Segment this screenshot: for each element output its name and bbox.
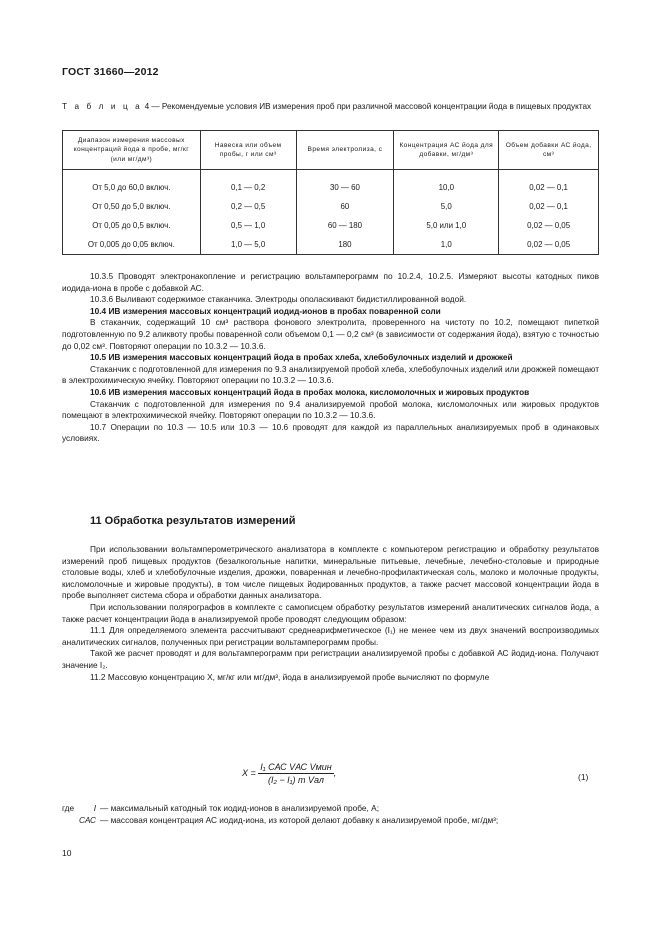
legend-description: — максимальный катодный ток иодид-ионов в анализируемой пробе, А; — [100, 803, 379, 813]
table-cell: 5,0 или 1,0 — [394, 216, 499, 235]
table-cell: 0,02 — 0,1 — [499, 197, 599, 216]
paragraph-10-5: Стаканчик с подготовленной для измерения по 9.3 анализируемой пробой хлеба, хлебобулочных изделий или дрожжей помещают в электрохимическую ячейку. Повторяют операции по 10.3.2 — 10.3.6. — [62, 363, 599, 386]
caption-text: 4 — Рекомендуемые условия ИВ измерения проб при различной массовой концентрации йода в пищевых продуктах — [142, 102, 592, 111]
formula-trail: , — [333, 767, 337, 778]
equation-number: (1) — [578, 772, 589, 782]
table-cell: 0,02 — 0,05 — [499, 235, 599, 255]
table-cell: 30 — 60 — [296, 170, 394, 198]
table-cell: От 0,005 до 0,05 включ. — [63, 235, 201, 255]
formula-lhs: X = — [242, 767, 256, 778]
table-cell: 60 — 180 — [296, 216, 394, 235]
heading-10-6: 10.6 ИВ измерения массовых концентраций йода в пробах молока, кисломолочных и жировых продуктов — [90, 386, 530, 397]
col-header-range: Диапазон измерения массовых концентраций йода в пробе, мг/кг (или мг/дм³) — [63, 131, 201, 170]
table-cell: 1,0 — [394, 235, 499, 255]
table-row — [63, 197, 599, 216]
col-header-volume: Объем добавки АС йода, см³ — [499, 131, 599, 170]
section-text — [62, 544, 599, 683]
paragraph-polarograph: При использовании полярографов в комплекте с самописцем обработку результатов измерений аналитических сигналов йода, а также расчет концентрации йода в анализируемой пробе проводят следующим образом: — [62, 601, 599, 624]
table-cell: 0,02 — 0,05 — [499, 216, 599, 235]
legend-row — [62, 815, 599, 827]
table-cell: 0,1 — 0,2 — [200, 170, 296, 198]
paragraph-10-6: Стаканчик с подготовленной для измерения по 9.4 анализируемой пробой молока, кисломолочных или жировых продуктов помещают в электрохимической ячейку. Повторяют операции по 10.3.2 — 10.3.6. — [62, 398, 599, 421]
table-row — [63, 216, 599, 235]
table-row — [63, 170, 599, 198]
paragraph-11-1: 11.1 Для определяемого элемента рассчитывают среднеарифметическое (I₁) не менее чем из двух значений воспроизводимых аналитических сигналов, полученных при регистрации вольтамперограмм пробы. — [62, 625, 599, 647]
formula-numerator: I₁ CАС VАС Vмин — [260, 762, 332, 772]
legend-prefix: где — [62, 803, 75, 813]
table-header-row — [63, 131, 599, 170]
table-cell: 10,0 — [394, 170, 499, 198]
legend-symbol: CАС — [78, 814, 96, 825]
col-header-time: Время электролиза, с — [296, 131, 394, 170]
legend-symbol: I — [93, 803, 96, 813]
caption-label: Т а б л и ц а — [62, 102, 143, 111]
table-cell: От 0,50 до 5,0 включ. — [63, 197, 201, 216]
heading-10-5: 10.5 ИВ измерения массовых концентраций йода в пробах хлеба, хлебобулочных изделий и дрожжей — [90, 352, 513, 363]
paragraph-10-3-6: 10.3.6 Выливают содержимое стаканчика. Электроды ополаскивают бидистиллированной водой. — [90, 294, 467, 305]
table-cell: 0,2 — 0,5 — [200, 197, 296, 216]
paragraph-10-4: В стаканчик, содержащий 10 см³ раствора фонового электролита, проверенного на чистоту по 10.2, помещают пипеткой подготовленную по 9.2 аликвоту пробы поваренной соли объемом 0,1 — 0,2 см³ (в зависимости от содержания йода), взятую с точностью до 0,02 см³. Повторяют операции по 10.3.2 — 10.3.6. — [62, 317, 599, 351]
formula-fraction — [258, 762, 333, 785]
heading-10-4: 10.4 ИВ измерения массовых концентраций иодид-ионов в пробах поваренной соли — [90, 305, 441, 316]
table-cell: 1,0 — 5,0 — [200, 235, 296, 255]
table-cell: 0,5 — 1,0 — [200, 216, 296, 235]
paragraph-11-1-cont: Такой же расчет проводят и для вольтамперограмм при регистрации анализируемой пробы с добавкой АС йодид-иона. Получают значение I₂. — [62, 648, 599, 670]
table-cell: 0,02 — 0,1 — [499, 170, 599, 198]
paragraph-11-2: 11.2 Массовую концентрацию X, мг/кг или мг/дм³, йода в анализируемой пробе вычисляют по формуле — [90, 671, 490, 682]
formula — [242, 762, 336, 785]
procedure-text — [62, 271, 599, 445]
table-cell: От 0,05 до 0,5 включ. — [63, 216, 201, 235]
table-cell: 180 — [296, 235, 394, 255]
legend-row — [62, 803, 599, 815]
paragraph-intro: При использовании вольтамперометрического анализатора в комплекте с компьютером регистрацию и обработку результатов измерений проб пищевых продуктов (безалкогольные напитки, минеральные питьевые, лечебные, лечебно-столовые и природные столовые воды, хлеб и хлебобулочные изделия, дрожжи, поваренная и лечебно-профилактическая соль, молоко и молочные продукты, кисломолочные и жировые продукты), в том числе пищевых йодированных продуктов, а также расчет массовой концентрации йода в пробе выполняет система сбора и обработки данных анализатора. — [62, 544, 599, 601]
table-row — [63, 235, 599, 255]
table-cell: От 5,0 до 60,0 включ. — [63, 170, 201, 198]
formula-denominator: (I₂ − I₁) m Vал — [268, 775, 325, 785]
formula-legend — [62, 803, 599, 826]
standard-header: ГОСТ 31660—2012 — [62, 66, 159, 78]
col-header-concentration: Концентрация АС йода для добавки, мг/дм³ — [394, 131, 499, 170]
table-cell: 60 — [296, 197, 394, 216]
table-cell: 5,0 — [394, 197, 499, 216]
legend-description: — массовая концентрация АС иодид-иона, из которой делают добавку к анализируемой пробе, мг/дм³; — [100, 814, 499, 825]
paragraph-10-3-5: 10.3.5 Проводят электронакопление и регистрацию вольтамперограмм по 10.2.4, 10.2.5. Измеряют высоты катодных пиков иодида-иона в пробе с добавкой АС. — [62, 271, 599, 293]
paragraph-10-7: 10.7 Операции по 10.3 — 10.5 или 10.3 — 10.6 проводят для каждой из параллельных анализируемых проб в одинаковых условиях. — [62, 421, 599, 444]
table-caption — [62, 101, 602, 112]
col-header-sample: Навеска или объем пробы, г или см³ — [200, 131, 296, 170]
section-title: 11 Обработка результатов измерений — [90, 515, 296, 527]
page-number: 10 — [62, 848, 72, 858]
conditions-table — [62, 130, 599, 255]
